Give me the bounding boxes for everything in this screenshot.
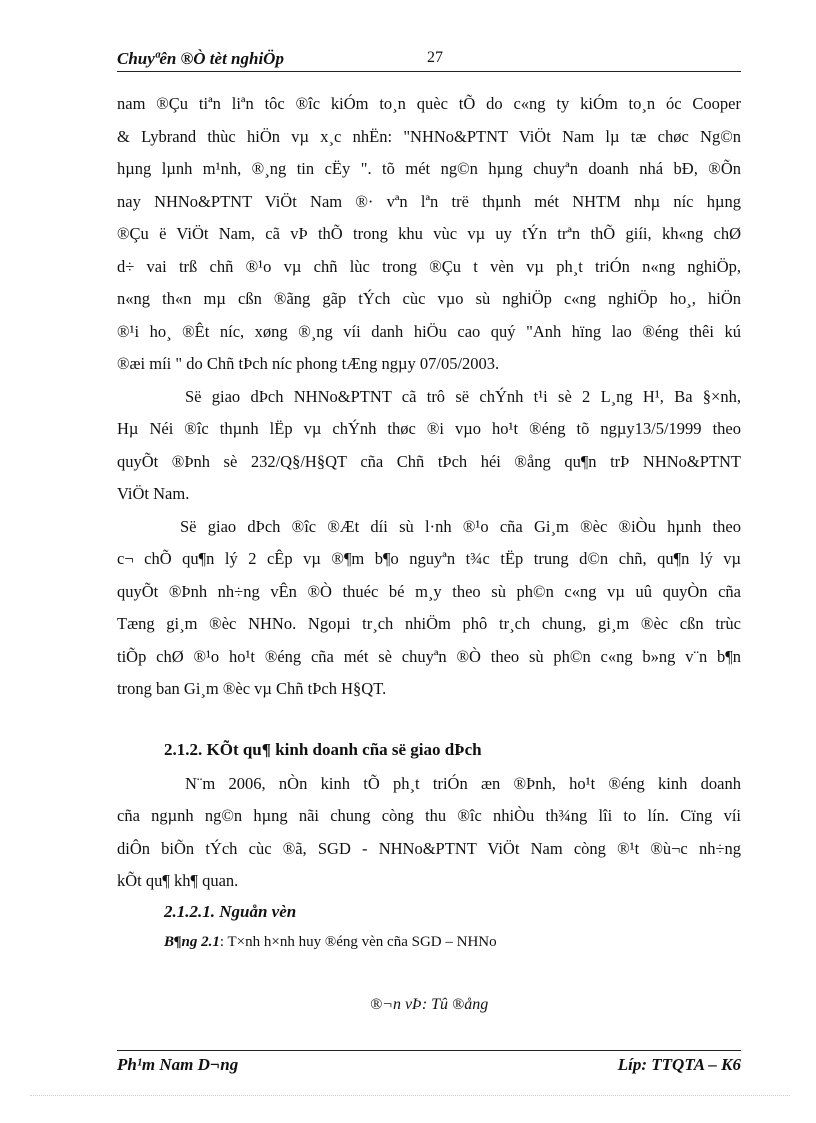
paragraph-3-line: Tæng gi¸m ®èc NHNo. Ngoµi tr¸ch nhiÖm phô tr¸ch chung, gi¸m ®èc cßn trùc: [117, 614, 741, 633]
page-edge-dotted-line: [30, 1095, 790, 1096]
footer-rule: [117, 1050, 741, 1051]
paragraph-1-line: ®¹i ho¸ ®Êt níc, xøng ®¸ng víi danh hiÖu cao quý "Anh hïng lao ®éng thêi kú: [117, 322, 741, 341]
paragraph-3-line: Së giao dÞch ®îc ®Æt díi sù l·nh ®¹o cña Gi¸m ®èc ®iÒu hµnh theo: [180, 517, 741, 536]
paragraph-4-line: N¨m 2006, nÒn kinh tÕ ph¸t triÓn æn ®Þnh, ho¹t ®éng kinh doanh: [185, 774, 741, 793]
paragraph-1-line: nam ®Çu tiªn liªn tôc ®îc kiÓm to¸n quèc tÕ do c«ng ty kiÓm to¸n óc Cooper: [117, 94, 741, 113]
paragraph-2-line: ViÖt Nam.: [117, 484, 190, 503]
section-heading: 2.1.2. KÕt qu¶ kinh doanh cña së giao dÞch: [164, 740, 482, 759]
header-title: Chuyªên ®Ò tèt nghiÖp: [117, 49, 284, 68]
paragraph-4-line: cña ngµnh ng©n hµng nãi chung còng thu ®îc nhiÒu th¾ng lîi to lín. Cïng víi: [117, 806, 741, 825]
paragraph-2-line: quyÕt ®Þnh sè 232/Q§/H§QT cña Chñ tÞch héi ®ång qu¶n trÞ NHNo&PTNT: [117, 452, 741, 471]
table-caption-text: : T×nh h×nh huy ®éng vèn cña SGD – NHNo: [219, 934, 497, 950]
paragraph-1-line: n«ng th«n mµ cßn ®ãng gãp tÝch cùc vµo sù nghiÖp c«ng nghiÖp ho¸, hiÖn: [117, 289, 741, 308]
unit-label: ®¬n vÞ: Tû ®ång: [370, 996, 489, 1013]
table-caption: [164, 934, 497, 951]
paragraph-4-line: diÔn biÕn tÝch cùc ®ã, SGD - NHNo&PTNT ViÖt Nam còng ®¹t ®ù¬c nh÷ng: [117, 839, 741, 858]
paragraph-3-line: tiÕp chØ ®¹o ho¹t ®éng cña mét sè chuyªn ®Ò theo sù ph©n c«ng b»ng v¨n b¶n: [117, 647, 741, 666]
paragraph-2-line: Hµ Néi ®îc thµnh lËp vµ chÝnh thøc ®i vµo ho¹t ®éng tõ ngµy13/5/1999 theo: [117, 419, 741, 438]
paragraph-1-line: d÷ vai trß chñ ®¹o vµ chñ lùc trong ®Çu t vèn vµ ph¸t triÓn n«ng nghiÖp,: [117, 257, 741, 276]
page-number: 27: [427, 49, 443, 66]
paragraph-4-line: kÕt qu¶ kh¶ quan.: [117, 871, 239, 890]
paragraph-1-line: & Lybrand thùc hiÖn vµ x¸c nhËn: "NHNo&PTNT ViÖt Nam lµ tæ chøc Ng©n: [117, 127, 741, 146]
paragraph-1-line: ®æi míi " do Chñ tÞch níc phong tÆng ngµy 07/05/2003.: [117, 354, 500, 373]
paragraph-1-line: nay NHNo&PTNT ViÖt Nam ®· vªn lªn trë thµnh mét NHTM nhµ níc hµng: [117, 192, 741, 211]
footer-class: Líp: TTQTA – K6: [617, 1055, 741, 1074]
header-rule: [117, 71, 741, 72]
paragraph-3-line: quyÕt ®Þnh nh÷ng vÊn ®Ò thuéc bé m¸y theo sù ph©n c«ng vµ uû quyÒn cña: [117, 582, 741, 601]
paragraph-1-line: hµng lµnh m¹nh, ®¸ng tin cËy ". tõ mét ng©n hµng chuyªn doanh nhá bÐ, ®Õn: [117, 159, 741, 178]
footer-author: Ph¹m Nam D¬ng: [117, 1055, 239, 1074]
table-caption-label: B¶ng 2.1: [164, 934, 220, 950]
paragraph-2-line: Së giao dÞch NHNo&PTNT cã trô së chÝnh t¹i sè 2 L¸ng H¹, Ba §×nh,: [185, 387, 741, 406]
paragraph-1-line: ®Çu ë ViÖt Nam, cã vÞ thÕ trong khu vùc vµ uy tÝn trªn thÕ giíi, kh«ng chØ: [117, 224, 741, 243]
subsection-heading: 2.1.2.1. Nguån vèn: [164, 902, 297, 921]
paragraph-3-line: c¬ chÕ qu¶n lý 2 cÊp vµ ®¶m b¶o nguyªn t¾c tËp trung d©n chñ, qu¶n lý vµ: [117, 549, 741, 568]
paragraph-3-line: trong ban Gi¸m ®èc vµ Chñ tÞch H§QT.: [117, 679, 387, 698]
